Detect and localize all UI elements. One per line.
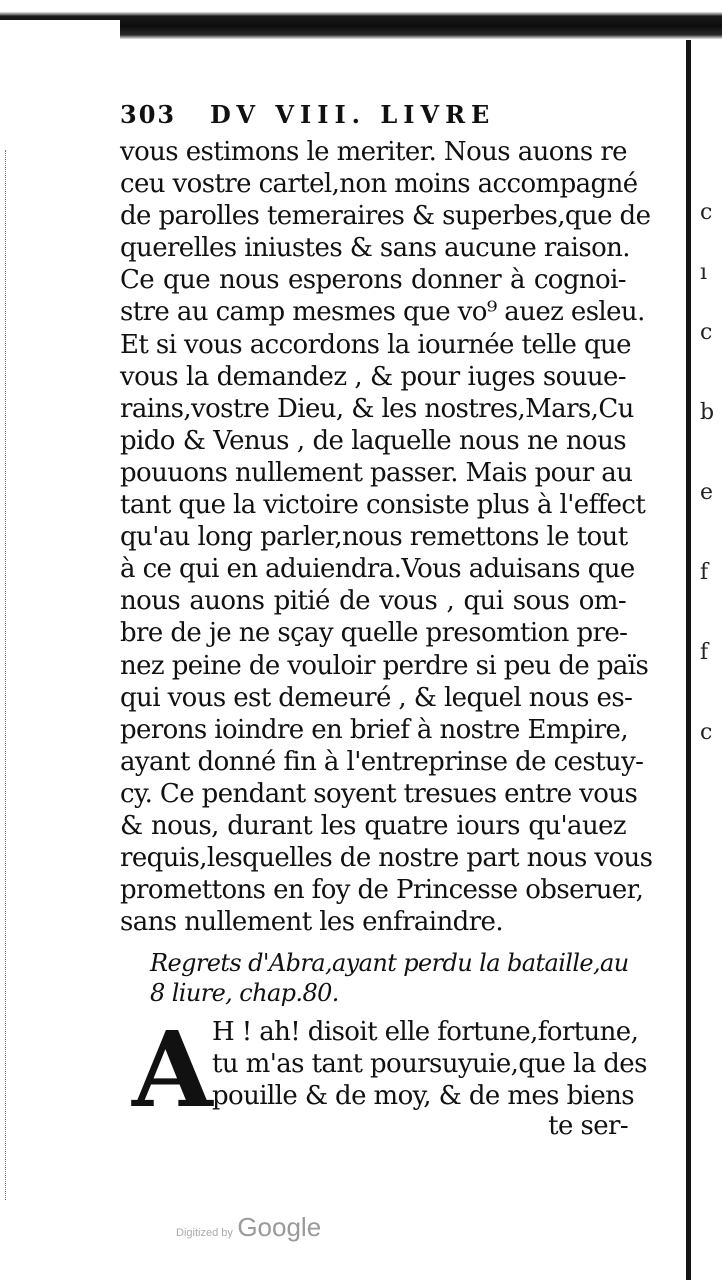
text-line: pouille & de moy, & de mes biens <box>212 1081 635 1112</box>
text-line: à ce qui en aduiendra.Vous aduisans que <box>120 554 635 585</box>
catchword: te ser- <box>548 1111 628 1142</box>
page-number: 303 <box>120 100 177 129</box>
text-line: sans nullement les enfraindre. <box>120 907 503 938</box>
text-line: querelles iniustes & sans aucune raison. <box>120 233 630 264</box>
text-line: pouuons nullement passer. Mais pour au <box>120 457 633 488</box>
text-line: nous auons pitié de vous , qui sous om- <box>120 586 626 617</box>
text-line: nez peine de vouloir perdre si peu de païs <box>120 650 649 681</box>
section-note <box>120 948 632 1008</box>
watermark-google: Google <box>237 1212 322 1242</box>
drop-cap-paragraph <box>120 1008 647 1176</box>
text-line: tu m'as tant poursuyuie,que la des <box>212 1049 647 1080</box>
watermark <box>176 1212 321 1243</box>
note-line: Regrets d'Abra,ayant perdu la bataille,au <box>150 949 629 978</box>
left-margin-specks <box>5 150 20 1200</box>
text-line: requis,lesquelles de nostre part nous vous <box>120 843 653 874</box>
text-line: ceu vostre cartel,non moins accompagné <box>120 169 638 200</box>
watermark-small: Digitized by <box>176 1227 233 1239</box>
text-line: rains,vostre Dieu, & les nostres,Mars,Cu <box>120 393 634 424</box>
text-line: pido & Venus , de laquelle nous ne nous <box>120 425 626 456</box>
fragment: f <box>700 560 709 585</box>
text-line: vous la demandez , & pour iuges souue- <box>120 361 626 392</box>
text-line: Ce que nous esperons donner à cognoi- <box>120 265 626 296</box>
text-line: perons ioindre en brief à nostre Empire, <box>120 714 628 745</box>
text-line: bre de je ne sçay quelle presomtion pre- <box>120 618 628 649</box>
fragment: e <box>700 480 714 505</box>
fragment: b <box>700 400 715 425</box>
text-line: de parolles temeraires & superbes,que de <box>120 201 651 232</box>
text-line: vous estimons le meriter. Nous auons re <box>120 137 627 167</box>
book-page <box>120 100 653 1176</box>
note-line: 8 liure, chap.80. <box>150 979 339 1008</box>
text-line: stre au camp mesmes que vo⁹ auez esleu. <box>120 297 645 328</box>
text-line: & nous, durant les quatre iours qu'auez <box>120 810 626 841</box>
page-gutter-edge <box>686 40 691 1280</box>
running-title: DV VIII. LIVRE <box>210 100 496 129</box>
text-line: tant que la victoire consiste plus à l'effect <box>120 490 646 521</box>
text-line: qui vous est demeuré , & lequel nous es- <box>120 682 633 713</box>
drop-cap: A <box>132 1008 213 1132</box>
text-line: qu'au long parler,nous remettons le tout <box>120 522 628 553</box>
text-line: Et si vous accordons la iournée telle que <box>120 329 631 360</box>
text-line: H ! ah! disoit elle fortune,fortune, <box>212 1017 639 1048</box>
fragment: c <box>700 720 713 745</box>
facing-page-fragments <box>700 200 720 900</box>
fragment: c <box>700 200 713 225</box>
fragment: ı <box>700 260 708 285</box>
fragment: c <box>700 320 713 345</box>
text-line: ayant donné fin à l'entreprinse de cestuy- <box>120 746 644 777</box>
scan-edge-gap <box>0 20 120 55</box>
body-text <box>120 136 653 938</box>
running-header <box>120 100 632 140</box>
fragment: f <box>700 640 709 665</box>
text-line: promettons en foy de Princesse obseruer, <box>120 875 644 906</box>
text-line: cy. Ce pendant soyent tresues entre vous <box>120 778 638 809</box>
